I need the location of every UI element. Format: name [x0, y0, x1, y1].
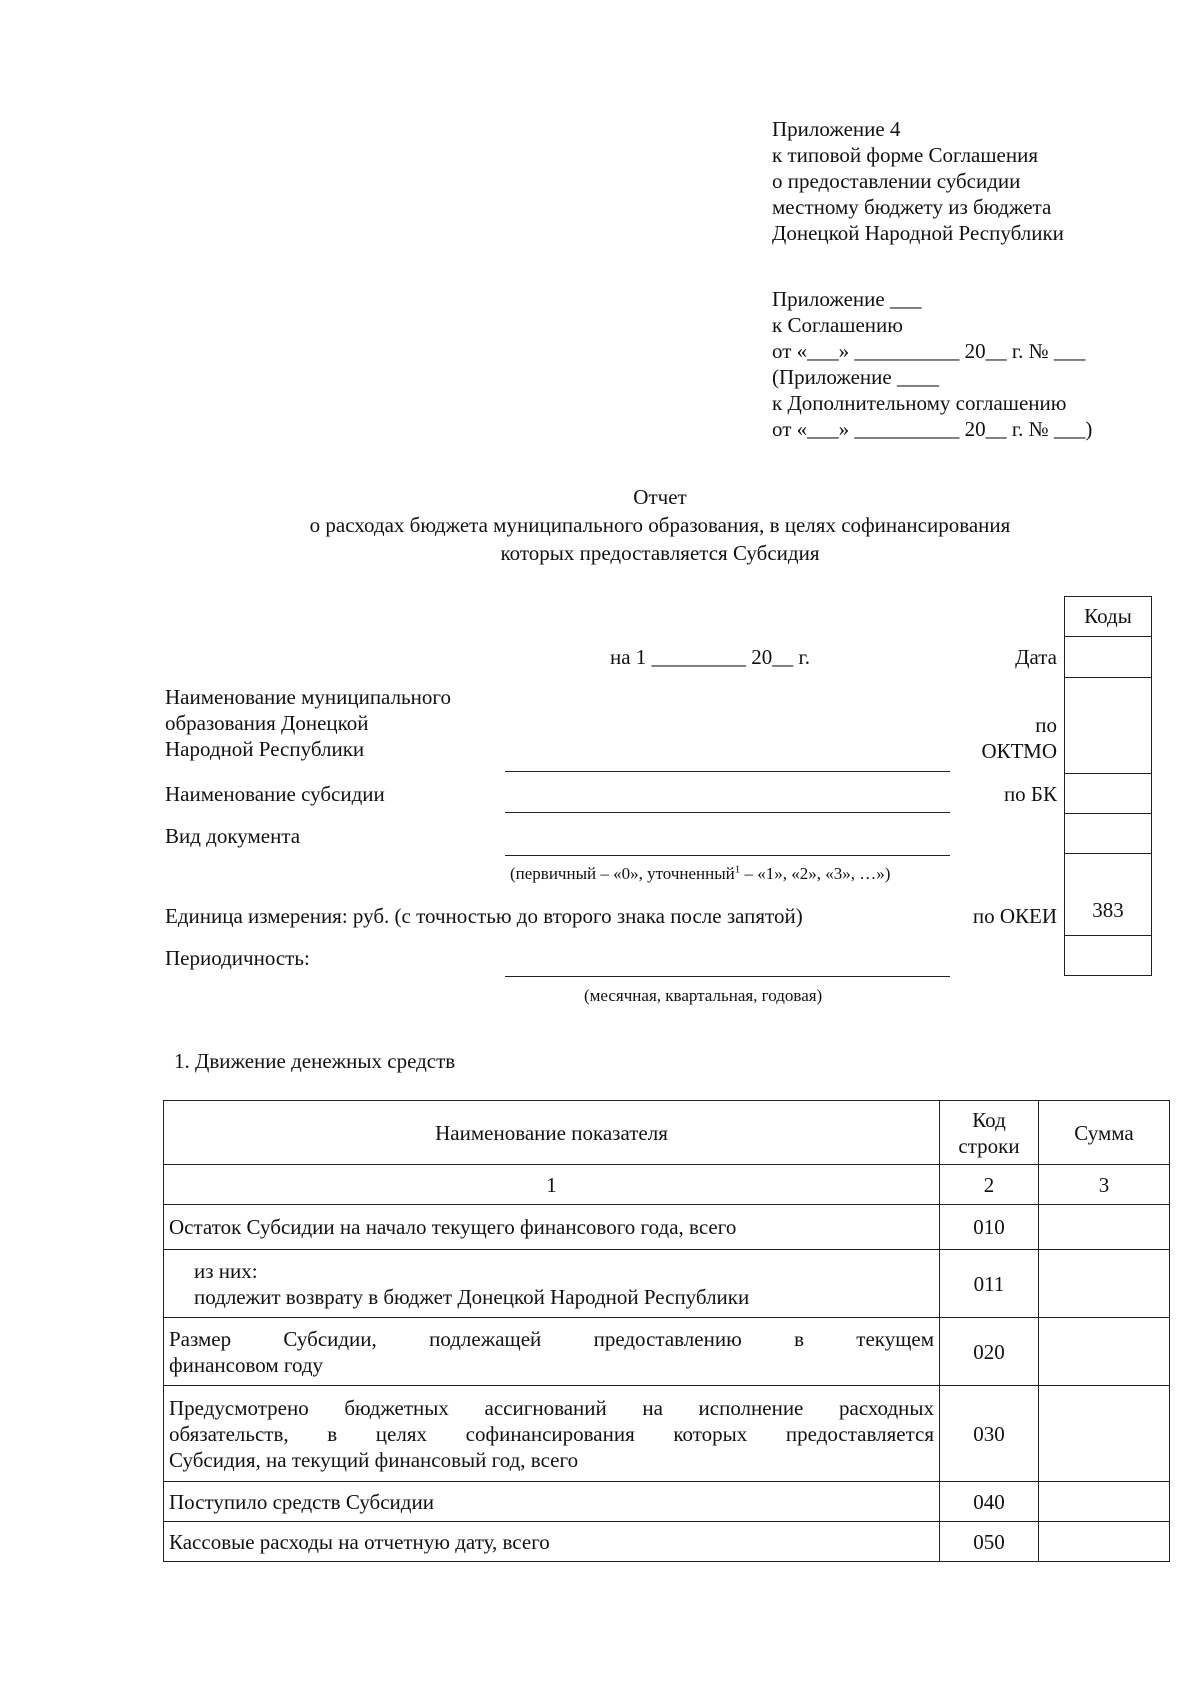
row-sum-cell[interactable] [1039, 1318, 1170, 1386]
column-header-indicator: Наименование показателя [164, 1101, 940, 1165]
section-1-title: 1. Движение денежных средств [174, 1049, 456, 1073]
codes-header: Коды [1065, 597, 1152, 637]
report-date-line: на 1 _________ 20__ г. [610, 645, 811, 669]
bk-label: по БК [1003, 782, 1057, 806]
column-header-code: Код строки [940, 1101, 1039, 1165]
table-row [164, 1250, 1170, 1318]
appendix-line: о предоставлении субсидии [772, 169, 1021, 193]
period-code-cell[interactable] [1065, 936, 1152, 976]
agreement-line: Приложение ___ [772, 287, 922, 311]
agreement-line: к Дополнительному соглашению [772, 391, 1067, 415]
row-code: 011 [940, 1250, 1039, 1318]
row-name: Поступило средств Субсидии [164, 1482, 940, 1522]
date-label: Дата [1015, 645, 1057, 669]
row-sum-cell[interactable] [1039, 1250, 1170, 1318]
row-code: 050 [940, 1522, 1039, 1562]
period-field[interactable] [505, 976, 950, 977]
table-row [164, 1205, 1170, 1250]
row-sum-cell[interactable] [1039, 1482, 1170, 1522]
date-code-cell[interactable] [1065, 637, 1152, 678]
row-code: 040 [940, 1482, 1039, 1522]
table-row [164, 1318, 1170, 1386]
row-name: Предусмотрено бюджетных ассигнований на исполнение расходных обязательств, в целях софинансирования которых предоставляется Субсидия, на текущий финансовый год, всего [164, 1386, 940, 1482]
cash-flow-table [163, 1100, 1170, 1562]
agreement-line: (Приложение ____ [772, 365, 939, 389]
row-code: 020 [940, 1318, 1039, 1386]
column-number: 3 [1039, 1165, 1170, 1205]
doctype-hint: (первичный – «0», уточненный$^1$ – «1», «2», «3», …») [510, 863, 891, 883]
row-sum-cell[interactable] [1039, 1386, 1170, 1482]
column-header-sum: Сумма [1039, 1101, 1170, 1165]
report-title: Отчет [633, 485, 687, 509]
period-label: Периодичность: [165, 946, 310, 970]
row-sum-cell[interactable] [1039, 1522, 1170, 1562]
table-row [164, 1386, 1170, 1482]
agreement-line: от «___» __________ 20__ г. № ___ [772, 339, 1086, 363]
agreement-line: к Соглашению [772, 313, 903, 337]
report-subtitle-line-1: о расходах бюджета муниципального образования, в целях софинансирования [309, 513, 1011, 537]
row-name: Остаток Субсидии на начало текущего финансового года, всего [164, 1205, 940, 1250]
row-code: 030 [940, 1386, 1039, 1482]
okei-label: по ОКЕИ [972, 904, 1057, 928]
doctype-field[interactable] [505, 855, 950, 856]
oktmo-code-cell[interactable] [1065, 678, 1152, 774]
table-row [164, 1522, 1170, 1562]
row-sum-cell[interactable] [1039, 1205, 1170, 1250]
municipality-field[interactable] [505, 771, 950, 772]
report-subtitle-line-2: которых предоставляется Субсидия [500, 541, 820, 565]
oktmo-label: по ОКТМО [981, 713, 1057, 763]
subsidy-field[interactable] [505, 812, 950, 813]
appendix-line: Приложение 4 [772, 117, 901, 141]
period-hint: (месячная, квартальная, годовая) [584, 986, 823, 1005]
row-name: из них: подлежит возврату в бюджет Донецкой Народной Республики [164, 1250, 940, 1318]
row-code: 010 [940, 1205, 1039, 1250]
bk-code-cell[interactable] [1065, 774, 1152, 814]
doctype-label: Вид документа [165, 824, 301, 848]
table-header-row [164, 1101, 1170, 1165]
appendix-line: к типовой форме Соглашения [772, 143, 1038, 167]
doctype-code-cell[interactable] [1065, 814, 1152, 854]
appendix-line: Донецкой Народной Республики [772, 221, 1064, 245]
codes-box [1064, 596, 1152, 976]
column-number: 2 [940, 1165, 1039, 1205]
row-name: Размер Субсидии, подлежащей предоставлению в текущем финансовом году [164, 1318, 940, 1386]
agreement-line: от «___» __________ 20__ г. № ___) [772, 417, 1093, 441]
table-row [164, 1482, 1170, 1522]
row-name: Кассовые расходы на отчетную дату, всего [164, 1522, 940, 1562]
unit-label: Единица измерения: руб. (с точностью до второго знака после запятой) [165, 904, 803, 928]
column-number: 1 [164, 1165, 940, 1205]
okei-code-cell: 383 [1065, 854, 1152, 936]
column-number-row [164, 1165, 1170, 1205]
agreement-reference-block [772, 286, 1092, 442]
subsidy-label: Наименование субсидии [165, 782, 385, 806]
appendix-block [772, 116, 1064, 246]
municipality-label: Наименование муниципального образования Донецкой Народной Республики [165, 685, 451, 761]
appendix-line: местному бюджету из бюджета [772, 195, 1052, 219]
